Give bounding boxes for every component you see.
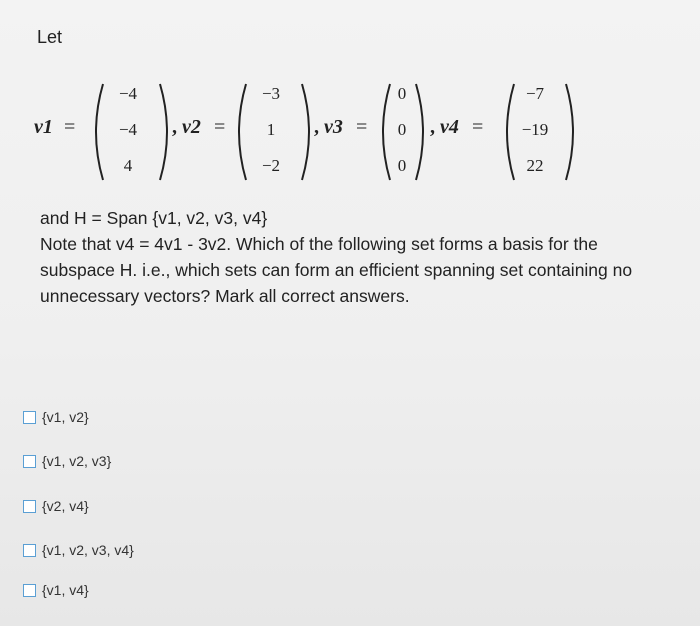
- equals-sign: =: [472, 116, 484, 138]
- v1-component-3: 4: [123, 156, 133, 175]
- question-text: [40, 205, 680, 309]
- question-line: Note that v4 = 4v1 - 3v2. Which of the following set forms a basis for the: [40, 234, 598, 254]
- answer-option-label: {v1, v4}: [42, 582, 89, 598]
- right-paren-icon: [414, 82, 430, 182]
- vector-name-v2: v2: [182, 116, 201, 138]
- question-line: unnecessary vectors? Mark all correct answers.: [40, 286, 410, 306]
- comma: ,: [430, 116, 435, 138]
- answer-option-label: {v2, v4}: [42, 498, 89, 514]
- v2-component-1: −3: [261, 84, 281, 103]
- answer-option-label: {v1, v2, v3}: [42, 453, 112, 469]
- v3-component-1: 0: [397, 84, 407, 103]
- v4-component-3: 22: [526, 156, 544, 175]
- equals-sign: =: [64, 116, 76, 138]
- equals-sign: =: [356, 116, 368, 138]
- answer-option-label: {v1, v2, v3, v4}: [42, 542, 134, 558]
- v2-component-2: 1: [266, 120, 276, 139]
- v2-component-3: −2: [261, 156, 281, 175]
- question-line: and H = Span {v1, v2, v3, v4}: [40, 208, 268, 228]
- checkbox[interactable]: [23, 411, 36, 424]
- checkbox[interactable]: [23, 455, 36, 468]
- vector-name-v1: v1: [34, 116, 53, 138]
- v1-component-2: −4: [118, 120, 138, 139]
- v4-component-2: −19: [521, 120, 549, 139]
- v3-component-2: 0: [397, 120, 407, 139]
- comma: ,: [314, 116, 319, 138]
- comma: ,: [172, 116, 177, 138]
- vector-name-v4: v4: [440, 116, 459, 138]
- checkbox[interactable]: [23, 500, 36, 513]
- v1-component-1: −4: [118, 84, 138, 103]
- answer-option-label: {v1, v2}: [42, 409, 89, 425]
- intro-text: Let: [37, 27, 63, 47]
- vector-definitions: [34, 82, 654, 182]
- vector-name-v3: v3: [324, 116, 343, 138]
- question-line: subspace H. i.e., which sets can form an efficient spanning set containing no: [40, 260, 633, 280]
- checkbox[interactable]: [23, 544, 36, 557]
- right-paren-icon: [564, 82, 580, 182]
- v3-component-3: 0: [397, 156, 407, 175]
- v4-component-1: −7: [525, 84, 545, 103]
- equals-sign: =: [214, 116, 226, 138]
- checkbox[interactable]: [23, 584, 36, 597]
